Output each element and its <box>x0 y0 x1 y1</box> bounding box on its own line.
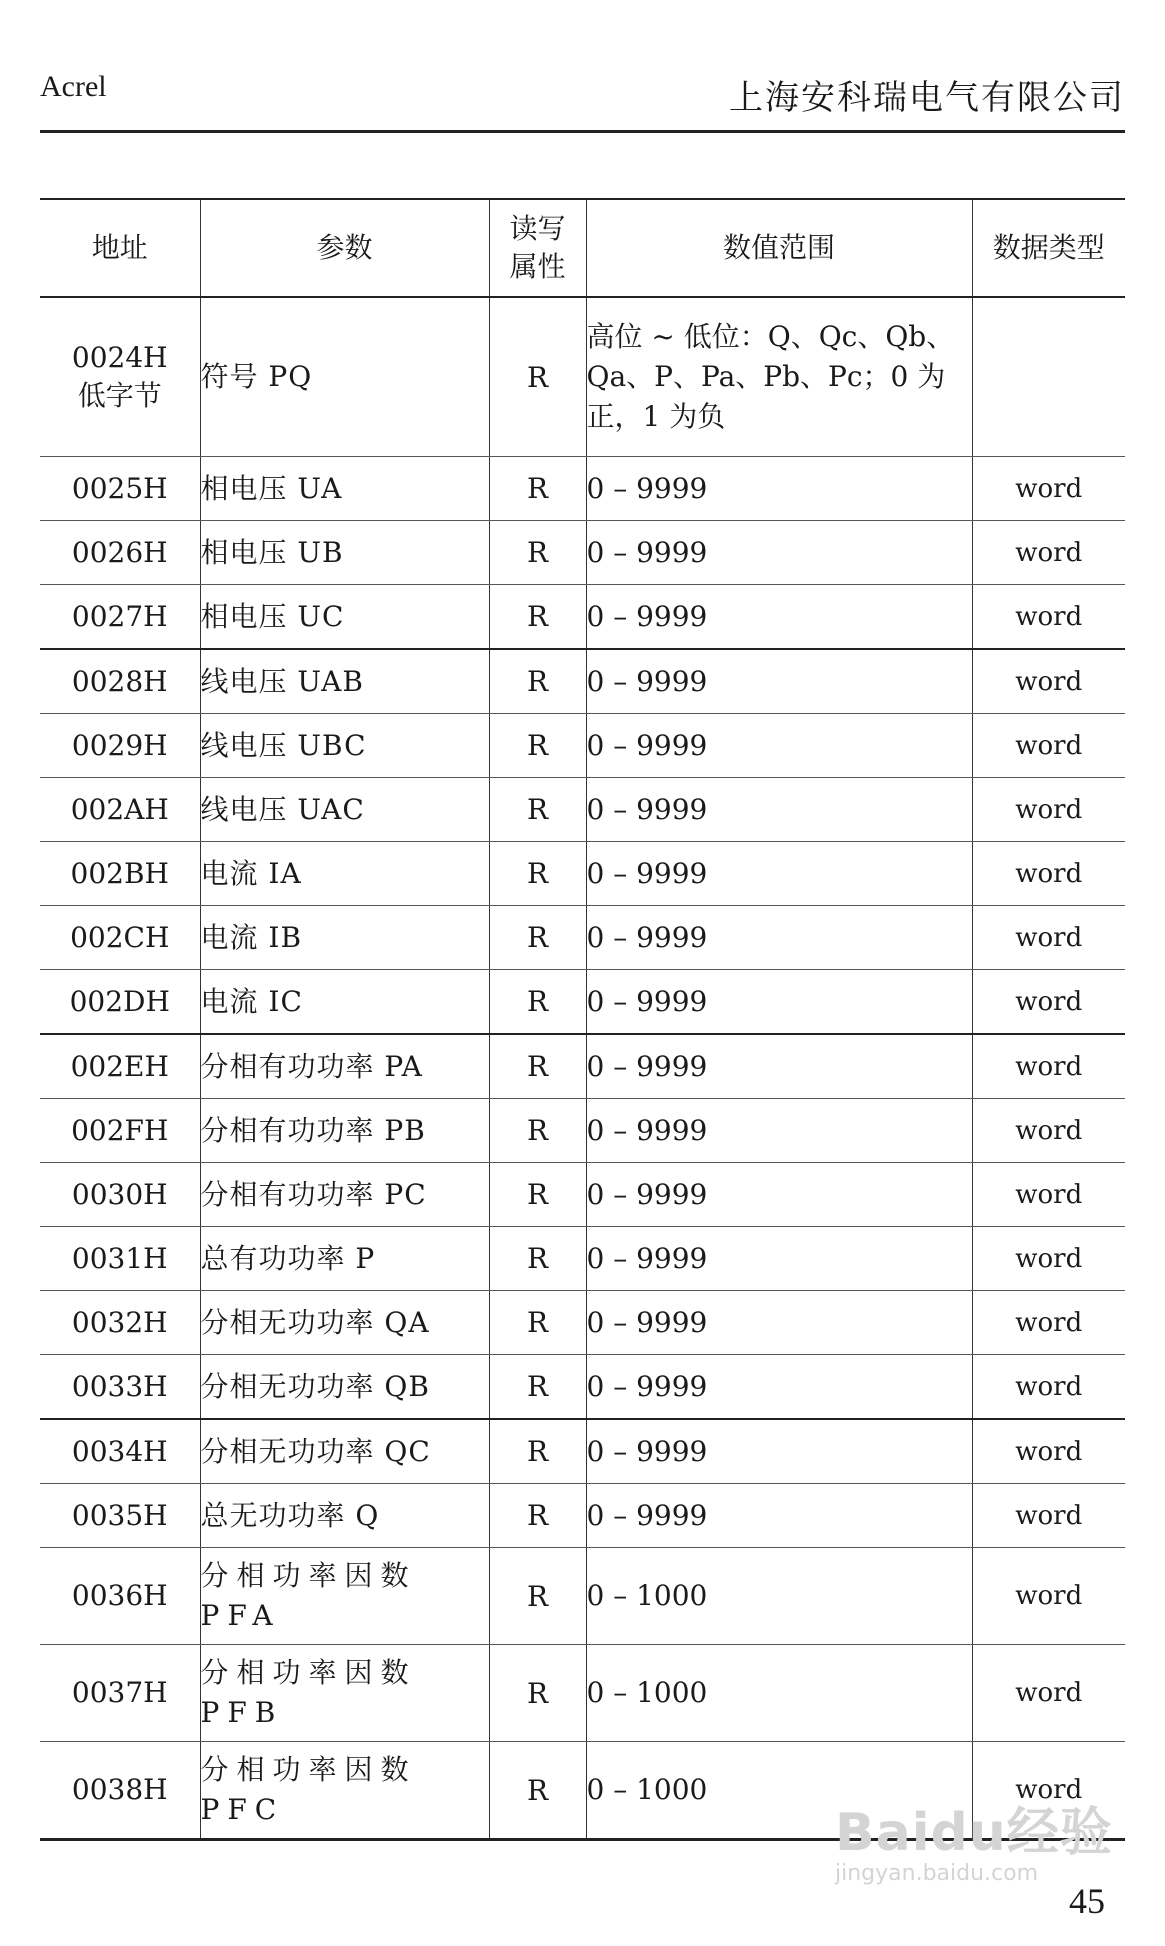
cell-range: 0 – 9999 <box>586 457 972 521</box>
cell-param: 线电压 UAC <box>200 778 489 842</box>
cell-range: 0 – 9999 <box>586 970 972 1035</box>
cell-param: 相电压 UA <box>200 457 489 521</box>
cell-rw: R <box>489 1099 586 1163</box>
cell-rw: R <box>489 1034 586 1099</box>
cell-address: 0035H <box>40 1484 200 1548</box>
cell-rw: R <box>489 521 586 585</box>
cell-param: 分相无功功率 QA <box>200 1291 489 1355</box>
cell-rw: R <box>489 1645 586 1742</box>
cell-range: 0 – 1000 <box>586 1548 972 1645</box>
cell-range: 0 – 1000 <box>586 1645 972 1742</box>
cell-range: 0 – 9999 <box>586 842 972 906</box>
cell-address: 0026H <box>40 521 200 585</box>
cell-address: 002CH <box>40 906 200 970</box>
cell-address: 0029H <box>40 714 200 778</box>
cell-range: 0 – 9999 <box>586 1484 972 1548</box>
cell-range: 0 – 1000 <box>586 1742 972 1840</box>
cell-rw: R <box>489 457 586 521</box>
cell-rw: R <box>489 1484 586 1548</box>
table-row <box>40 714 1125 778</box>
cell-dtype: word <box>972 585 1125 650</box>
table-header-row <box>40 199 1125 297</box>
cell-address: 002AH <box>40 778 200 842</box>
cell-rw: R <box>489 906 586 970</box>
cell-rw: R <box>489 1548 586 1645</box>
cell-dtype: word <box>972 1484 1125 1548</box>
cell-rw: R <box>489 585 586 650</box>
cell-dtype: word <box>972 1742 1125 1840</box>
cell-range: 0 – 9999 <box>586 1034 972 1099</box>
cell-address: 0030H <box>40 1163 200 1227</box>
column-header-range: 数值范围 <box>586 199 972 297</box>
cell-dtype: word <box>972 1163 1125 1227</box>
cell-dtype: word <box>972 1291 1125 1355</box>
cell-rw: R <box>489 1742 586 1840</box>
cell-range: 0 – 9999 <box>586 1355 972 1420</box>
table-row <box>40 297 1125 457</box>
table-row <box>40 1548 1125 1645</box>
column-header-parameter: 参数 <box>200 199 489 297</box>
table-row <box>40 970 1125 1035</box>
table-row <box>40 1291 1125 1355</box>
cell-dtype: word <box>972 778 1125 842</box>
cell-param: 相电压 UC <box>200 585 489 650</box>
cell-range: 0 – 9999 <box>586 1291 972 1355</box>
cell-range: 0 – 9999 <box>586 906 972 970</box>
cell-rw: R <box>489 970 586 1035</box>
cell-param: 电流 IB <box>200 906 489 970</box>
header-brand: Acrel <box>40 70 107 103</box>
cell-param: 符号 PQ <box>200 297 489 457</box>
cell-dtype: word <box>972 649 1125 714</box>
cell-dtype: word <box>972 1034 1125 1099</box>
column-header-address: 地址 <box>40 199 200 297</box>
column-header-dtype: 数据类型 <box>972 199 1125 297</box>
cell-dtype: word <box>972 457 1125 521</box>
table-row <box>40 649 1125 714</box>
cell-dtype: word <box>972 906 1125 970</box>
table-row <box>40 778 1125 842</box>
table-row <box>40 1484 1125 1548</box>
cell-range: 0 – 9999 <box>586 521 972 585</box>
table-row <box>40 1227 1125 1291</box>
cell-dtype: word <box>972 1099 1125 1163</box>
watermark-url: jingyan.baidu.com <box>835 1861 1039 1886</box>
cell-rw: R <box>489 1355 586 1420</box>
table-row <box>40 1163 1125 1227</box>
header-rule <box>40 130 1125 133</box>
cell-address: 0032H <box>40 1291 200 1355</box>
cell-dtype: word <box>972 1645 1125 1742</box>
page-number: 45 <box>1069 1881 1105 1921</box>
cell-rw: R <box>489 1163 586 1227</box>
cell-range: 0 – 9999 <box>586 1419 972 1484</box>
cell-param: 线电压 UAB <box>200 649 489 714</box>
cell-param: 分相无功功率 QC <box>200 1419 489 1484</box>
cell-dtype: word <box>972 521 1125 585</box>
cell-dtype: word <box>972 842 1125 906</box>
cell-range: 0 – 9999 <box>586 778 972 842</box>
cell-param: 分相有功功率 PA <box>200 1034 489 1099</box>
cell-param: 总有功功率 P <box>200 1227 489 1291</box>
watermark-logo: Baidu经验 <box>835 1803 1113 1863</box>
table-row <box>40 906 1125 970</box>
cell-param: 电流 IA <box>200 842 489 906</box>
cell-range: 高位 ~ 低位：Q、Qc、Qb、Qa、P、Pa、Pb、Pc；0 为正，1 为负 <box>586 297 972 457</box>
cell-param: 分相功率因数 PFC <box>200 1742 489 1840</box>
cell-param: 分相有功功率 PC <box>200 1163 489 1227</box>
cell-rw: R <box>489 1291 586 1355</box>
cell-address: 0038H <box>40 1742 200 1840</box>
cell-address: 0033H <box>40 1355 200 1420</box>
register-table <box>40 198 1125 1841</box>
cell-dtype <box>972 297 1125 457</box>
cell-address: 002DH <box>40 970 200 1035</box>
table-row <box>40 1419 1125 1484</box>
cell-address: 0034H <box>40 1419 200 1484</box>
table-row <box>40 842 1125 906</box>
table-row <box>40 457 1125 521</box>
cell-address: 0031H <box>40 1227 200 1291</box>
cell-rw: R <box>489 714 586 778</box>
cell-rw: R <box>489 649 586 714</box>
cell-address: 0025H <box>40 457 200 521</box>
table-row <box>40 585 1125 650</box>
cell-rw: R <box>489 778 586 842</box>
cell-dtype: word <box>972 970 1125 1035</box>
baidu-jingyan-watermark <box>835 1790 1113 1886</box>
cell-address: 0027H <box>40 585 200 650</box>
cell-dtype: word <box>972 714 1125 778</box>
table-row <box>40 1355 1125 1420</box>
cell-address: 002EH <box>40 1034 200 1099</box>
cell-address: 002FH <box>40 1099 200 1163</box>
cell-address: 002BH <box>40 842 200 906</box>
cell-rw: R <box>489 842 586 906</box>
cell-param: 总无功功率 Q <box>200 1484 489 1548</box>
cell-rw: R <box>489 1227 586 1291</box>
table-row <box>40 1645 1125 1742</box>
cell-dtype: word <box>972 1355 1125 1420</box>
cell-rw: R <box>489 1419 586 1484</box>
cell-address: 0036H <box>40 1548 200 1645</box>
cell-param: 分相有功功率 PB <box>200 1099 489 1163</box>
cell-param: 分相功率因数 PFA <box>200 1548 489 1645</box>
cell-param: 线电压 UBC <box>200 714 489 778</box>
cell-address: 0024H 低字节 <box>40 297 200 457</box>
table-row <box>40 1034 1125 1099</box>
cell-range: 0 – 9999 <box>586 585 972 650</box>
cell-dtype: word <box>972 1419 1125 1484</box>
table-row <box>40 1099 1125 1163</box>
cell-rw: R <box>489 297 586 457</box>
cell-range: 0 – 9999 <box>586 714 972 778</box>
column-header-rw: 读写 属性 <box>489 199 586 297</box>
cell-range: 0 – 9999 <box>586 649 972 714</box>
cell-range: 0 – 9999 <box>586 1227 972 1291</box>
table-row <box>40 521 1125 585</box>
cell-param: 分相功率因数 PFB <box>200 1645 489 1742</box>
cell-address: 0028H <box>40 649 200 714</box>
cell-param: 相电压 UB <box>200 521 489 585</box>
cell-address: 0037H <box>40 1645 200 1742</box>
cell-dtype: word <box>972 1548 1125 1645</box>
cell-param: 电流 IC <box>200 970 489 1035</box>
cell-range: 0 – 9999 <box>586 1163 972 1227</box>
header-company: 上海安科瑞电气有限公司 <box>729 78 1125 118</box>
cell-param: 分相无功功率 QB <box>200 1355 489 1420</box>
cell-range: 0 – 9999 <box>586 1099 972 1163</box>
cell-dtype: word <box>972 1227 1125 1291</box>
